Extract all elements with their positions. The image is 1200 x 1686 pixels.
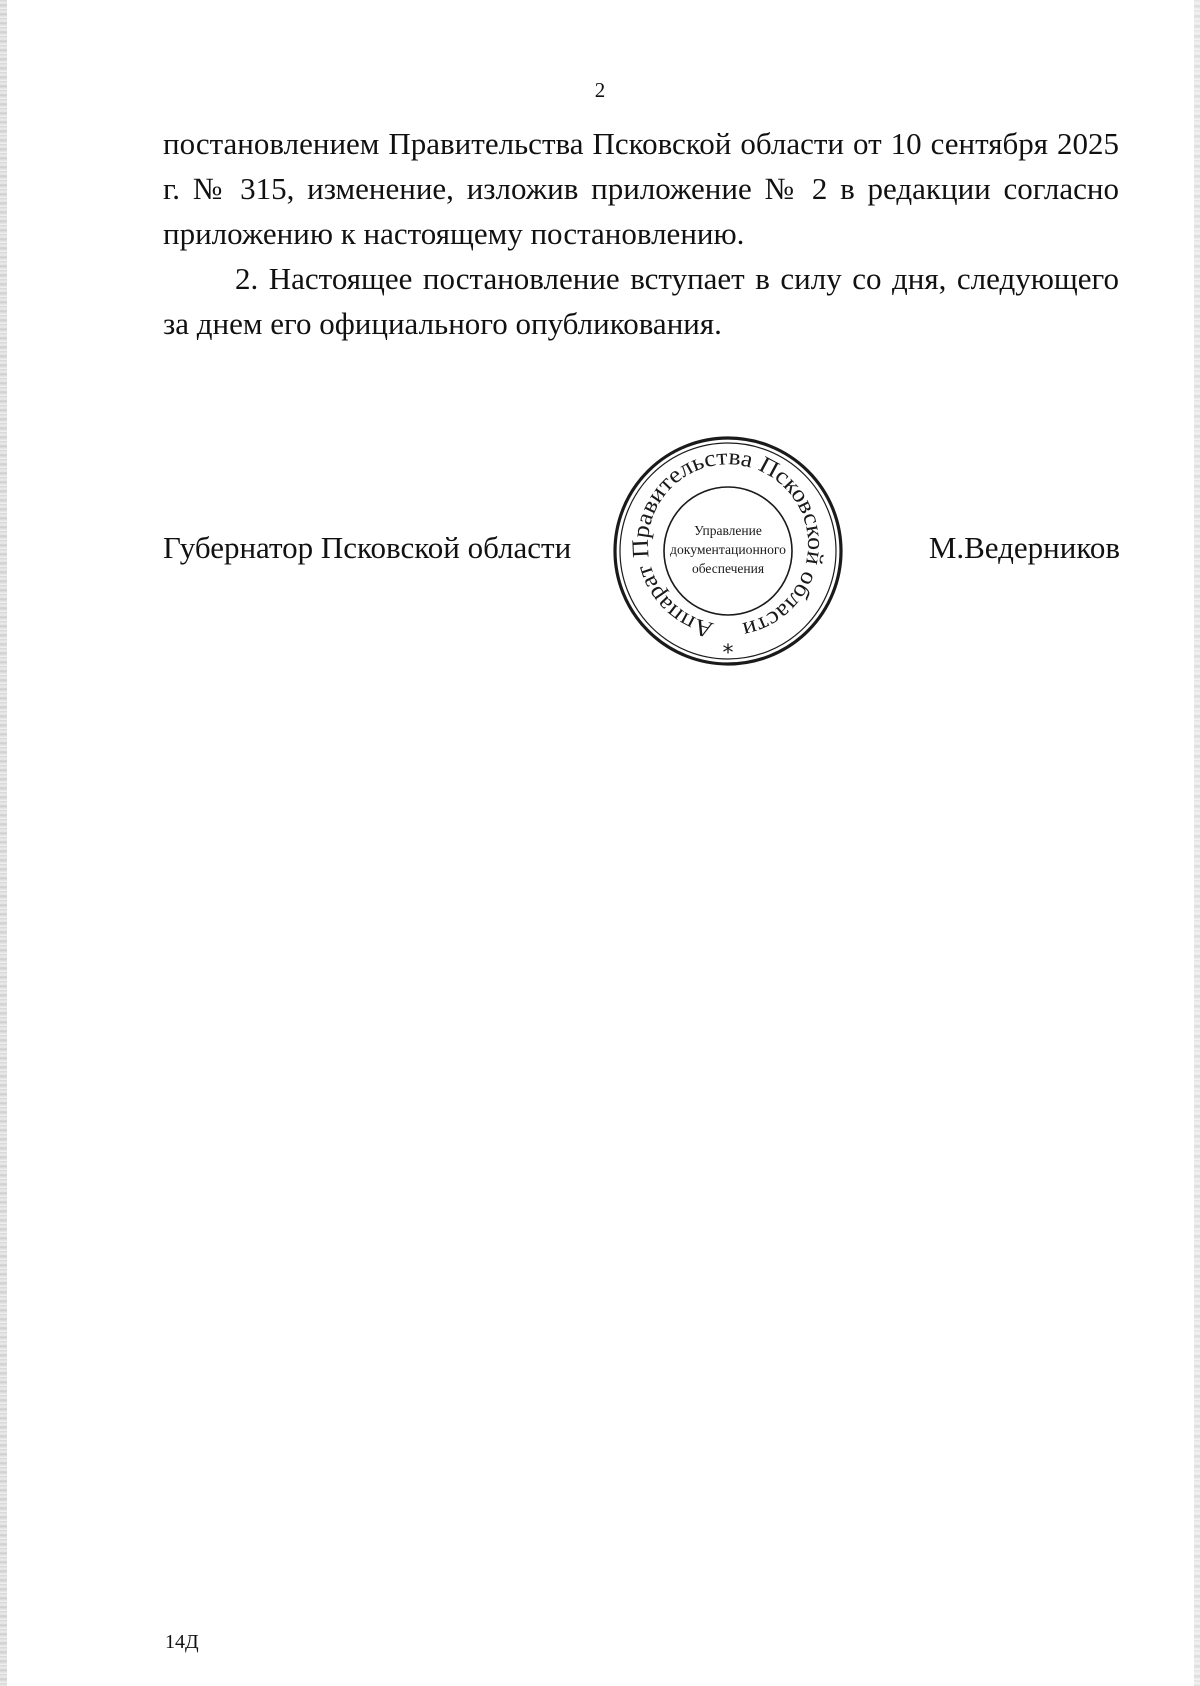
scan-edge-right (1194, 0, 1200, 1686)
stamp-inner-line-1: Управление (694, 523, 762, 538)
page-number: 2 (594, 78, 606, 102)
stamp-inner-line-3: обеспечения (691, 561, 765, 576)
footer-document-code: 14Д (165, 1631, 199, 1653)
signatory-position: Губернатор Псковской области (163, 530, 572, 565)
paragraph-effective-date: 2. Настоящее постановление вступает в силу со дня, следующего за днем его официального опубликования. (163, 261, 1119, 341)
signatory-name: М.Ведерников (928, 530, 1120, 565)
paragraph-continuation: постановлением Правительства Псковской области от 10 сентября 2025 г. № 315, изменение, изложив приложение № 2 в редакции согласно приложению к настоящему постановлению. (163, 126, 1119, 251)
scan-edge-left (0, 0, 7, 1686)
stamp-inner-line-2: документационного (670, 542, 787, 557)
official-stamp (612, 435, 844, 667)
stamp-star-icon: * (722, 641, 734, 666)
document-body (163, 121, 1119, 346)
stamp-seal-icon (612, 435, 844, 667)
stamp-outer-text: Аппарат Правительства Псковской области (627, 444, 829, 643)
